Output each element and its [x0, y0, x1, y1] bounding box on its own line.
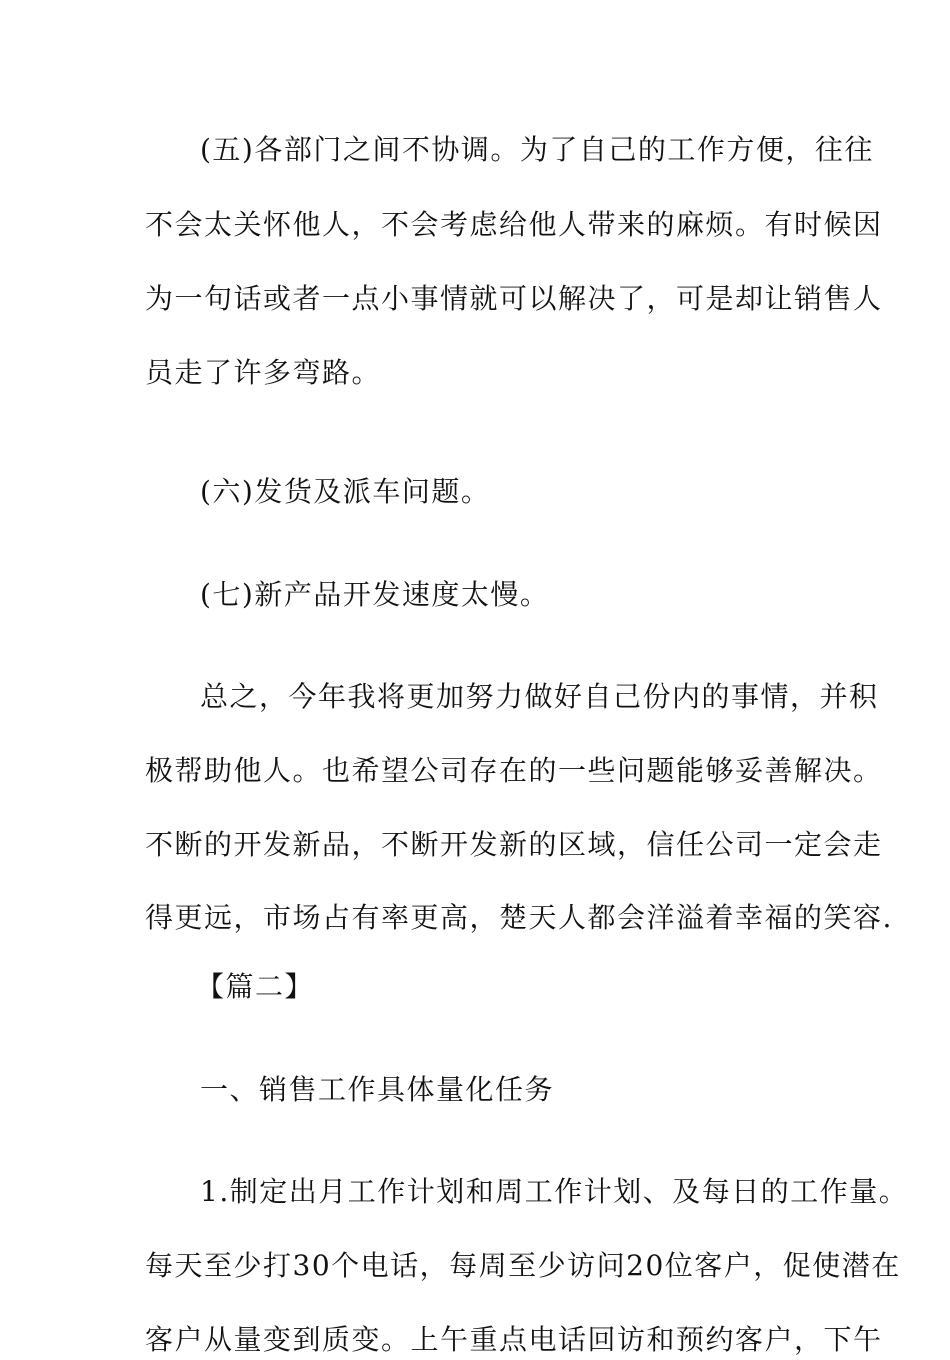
paragraph-five-line-1: (五)各部门之间不协调。为了自己的工作方便，往往 — [200, 133, 874, 166]
summary-line-4: 得更远，市场占有率更高，楚天人都会洋溢着幸福的笑容. — [145, 901, 893, 934]
paragraph-five-line-4: 员走了许多弯路。 — [145, 356, 382, 389]
summary-line-2: 极帮助他人。也希望公司存在的一些问题能够妥善解决。 — [145, 754, 883, 787]
item-one-line-3: 客户从量变到质变。上午重点电话回访和预约客户，下午 — [145, 1323, 883, 1356]
subheading-sales-tasks: 一、销售工作具体量化任务 — [200, 1073, 555, 1106]
item-one-line-1: 1.制定出月工作计划和周工作计划、及每日的工作量。 — [200, 1175, 909, 1208]
paragraph-seven: (七)新产品开发速度太慢。 — [200, 578, 550, 611]
paragraph-five-line-3: 为一句话或者一点小事情就可以解决了，可是却让销售人 — [145, 282, 883, 315]
paragraph-six: (六)发货及派车问题。 — [200, 475, 491, 508]
summary-line-1: 总之，今年我将更加努力做好自己份内的事情，并积 — [200, 680, 879, 713]
item-one-line-2: 每天至少打30个电话，每周至少访问20位客户，促使潜在 — [145, 1249, 901, 1282]
paragraph-five-line-2: 不会太关怀他人，不会考虑给他人带来的麻烦。有时候因 — [145, 208, 883, 241]
part-two-heading: 【篇二】 — [196, 970, 315, 1003]
summary-line-3: 不断的开发新品，不断开发新的区域，信任公司一定会走 — [145, 828, 883, 861]
